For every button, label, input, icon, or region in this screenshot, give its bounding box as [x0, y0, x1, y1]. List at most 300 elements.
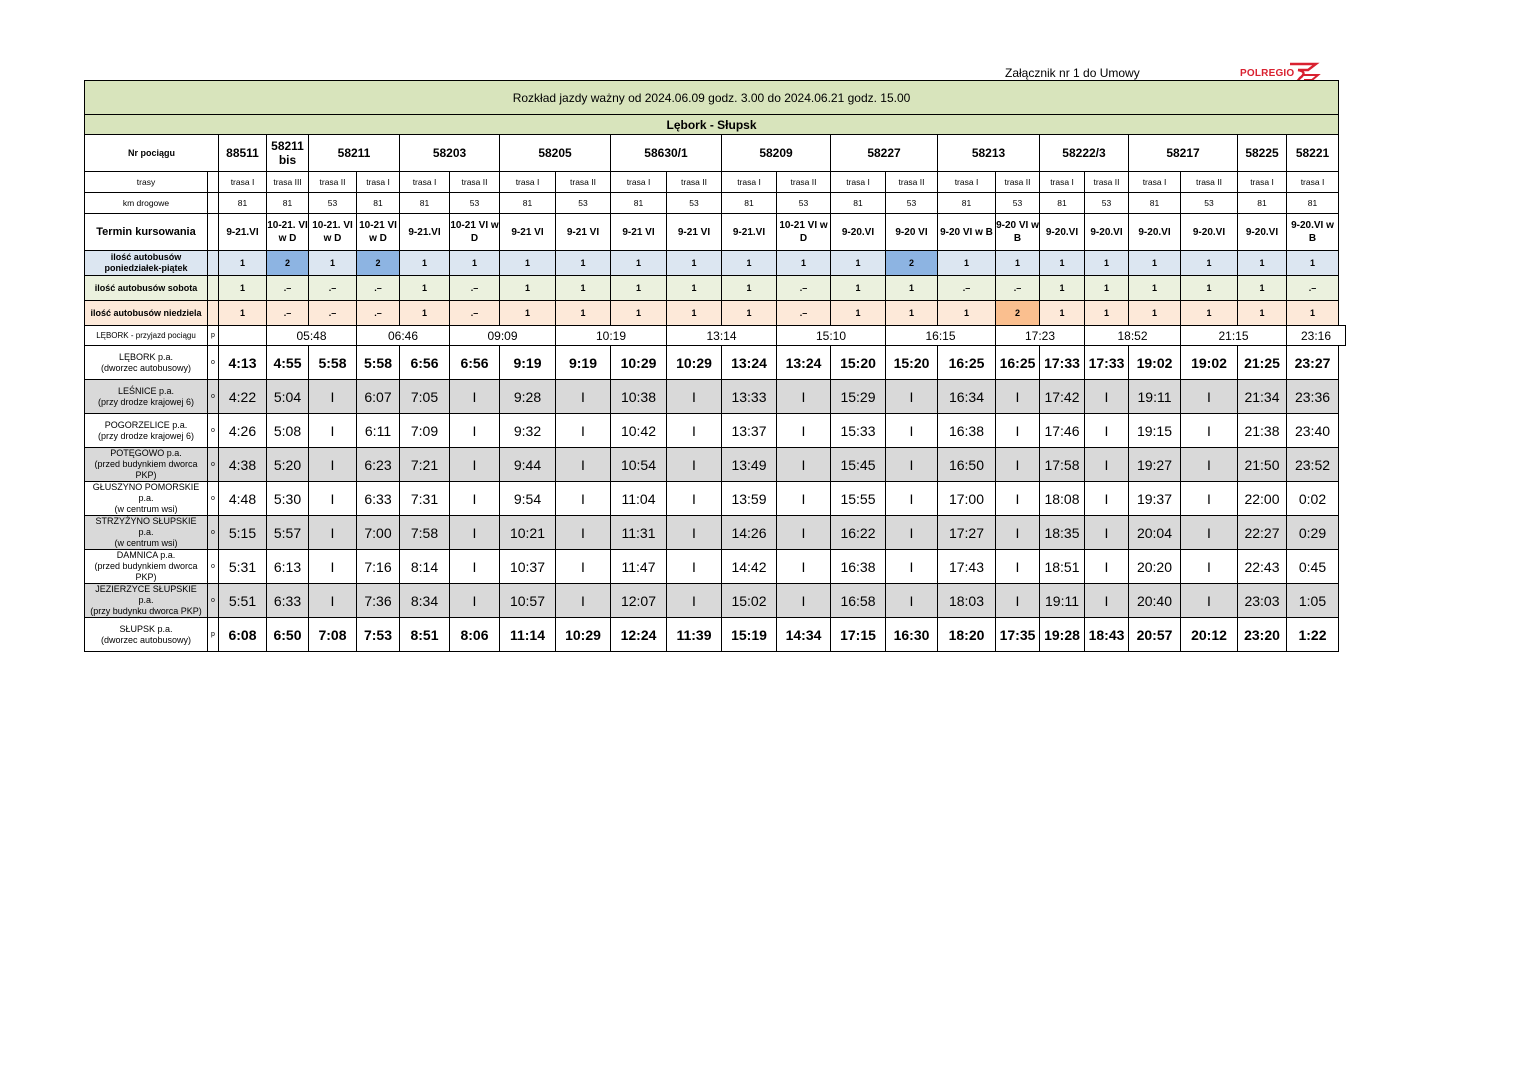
- service-term-cell: 9-20.VI: [1085, 214, 1129, 251]
- weekday-buses-cell: 1: [1287, 251, 1339, 276]
- spacer-cell: [208, 172, 219, 193]
- weekday-buses-cell: 1: [777, 251, 831, 276]
- saturday-buses-cell: 1: [1085, 276, 1129, 301]
- departure-time: 23:20: [1238, 618, 1287, 652]
- km-cell: 81: [1040, 193, 1085, 214]
- spacer-cell: [208, 193, 219, 214]
- saturday-buses-cell: 1: [886, 276, 938, 301]
- route-type-cell: trasa II: [450, 172, 500, 193]
- departure-time: I: [556, 584, 611, 618]
- departure-time: 21:38: [1238, 414, 1287, 448]
- departure-time: 17:58: [1040, 448, 1085, 482]
- km-cell: 81: [722, 193, 777, 214]
- stop-row: [85, 516, 1346, 550]
- departure-time: I: [309, 380, 357, 414]
- departure-time: I: [556, 550, 611, 584]
- departure-time: 13:33: [722, 380, 777, 414]
- km-cell: 53: [1085, 193, 1129, 214]
- saturday-buses-cell: .–: [309, 276, 357, 301]
- departure-time: 13:49: [722, 448, 777, 482]
- service-term-cell: 9-20.VI: [1129, 214, 1181, 251]
- annex-label: Załącznik nr 1 do Umowy: [1005, 66, 1140, 80]
- train-arrival-time: 21:15: [1181, 326, 1287, 346]
- empty-cell: [219, 326, 267, 346]
- departure-time: 20:12: [1181, 618, 1238, 652]
- spacer-cell: [208, 301, 219, 326]
- spacer-cell: [208, 276, 219, 301]
- departure-time: 7:53: [357, 618, 400, 652]
- departure-time: I: [667, 482, 722, 516]
- service-term-cell: 9-20.VI: [1238, 214, 1287, 251]
- route-row: [85, 115, 1346, 135]
- weekday-buses-cell: 2: [267, 251, 309, 276]
- sunday-buses-cell: .–: [450, 301, 500, 326]
- saturday-buses-cell: .–: [357, 276, 400, 301]
- departure-time: I: [996, 414, 1040, 448]
- route-type-cell: trasa I: [1287, 172, 1339, 193]
- departure-time: 5:15: [219, 516, 267, 550]
- service-term-cell: 9-21.VI: [400, 214, 450, 251]
- train-number: 58222/3: [1040, 135, 1129, 172]
- weekday-buses-cell: 1: [309, 251, 357, 276]
- departure-time: I: [309, 482, 357, 516]
- sunday-buses-cell: 1: [667, 301, 722, 326]
- arrival-mark: p: [208, 326, 219, 346]
- departure-time: 7:08: [309, 618, 357, 652]
- sunday-buses-cell: 1: [556, 301, 611, 326]
- departure-time: I: [450, 380, 500, 414]
- km-cell: 53: [1181, 193, 1238, 214]
- stop-name: LĘBORK p.a. (dworzec autobusowy): [85, 346, 208, 380]
- train-arrival-time: 18:52: [1085, 326, 1181, 346]
- timetable: [84, 80, 1346, 652]
- departure-time: I: [450, 482, 500, 516]
- route-type-row: [85, 172, 1346, 193]
- departure-time: 9:54: [500, 482, 556, 516]
- departure-time: I: [886, 516, 938, 550]
- train-arrival-time: 15:10: [777, 326, 886, 346]
- stop-name: JEZIERZYCE SŁUPSKIE p.a. (przy budynku dworca PKP): [85, 584, 208, 618]
- route-type-cell: trasa I: [831, 172, 886, 193]
- timetable-title: Rozkład jazdy ważny od 2024.06.09 godz. 3.00 do 2024.06.21 godz. 15.00: [85, 81, 1339, 115]
- route-type-cell: trasa II: [556, 172, 611, 193]
- departure-time: 19:11: [1040, 584, 1085, 618]
- departure-time: 5:31: [219, 550, 267, 584]
- departure-time: 15:02: [722, 584, 777, 618]
- stop-name: POGORZELICE p.a. (przy drodze krajowej 6): [85, 414, 208, 448]
- train-arrival-time: 13:14: [667, 326, 777, 346]
- train-arrival-time: 16:15: [886, 326, 996, 346]
- departure-time: I: [450, 448, 500, 482]
- weekday-buses-cell: 1: [556, 251, 611, 276]
- departure-time: I: [996, 380, 1040, 414]
- stop-name: STRZYŻYNO SŁUPSKIE p.a. (w centrum wsi): [85, 516, 208, 550]
- departure-time: I: [996, 516, 1040, 550]
- departure-time: 20:20: [1129, 550, 1181, 584]
- departure-time: 23:03: [1238, 584, 1287, 618]
- departure-time: 20:04: [1129, 516, 1181, 550]
- service-term-cell: 9-20.VI: [1040, 214, 1085, 251]
- departure-time: I: [309, 516, 357, 550]
- departure-time: I: [1085, 482, 1129, 516]
- km-cell: 53: [886, 193, 938, 214]
- departure-time: I: [667, 516, 722, 550]
- departure-time: 18:43: [1085, 618, 1129, 652]
- train-number: 58213: [938, 135, 1040, 172]
- train-arrival-time: 06:46: [357, 326, 450, 346]
- route-type-cell: trasa I: [722, 172, 777, 193]
- train-number-row: [85, 135, 1346, 172]
- saturday-buses-cell: 1: [722, 276, 777, 301]
- km-cell: 53: [309, 193, 357, 214]
- departure-time: 23:27: [1287, 346, 1339, 380]
- departure-time: 19:11: [1129, 380, 1181, 414]
- route-type-cell: trasa III: [267, 172, 309, 193]
- departure-time: 4:13: [219, 346, 267, 380]
- departure-time: 13:24: [722, 346, 777, 380]
- service-term-label: Termin kursowania: [85, 214, 208, 251]
- departure-time: 4:38: [219, 448, 267, 482]
- sunday-buses-cell: 1: [831, 301, 886, 326]
- weekday-buses-cell: 1: [1238, 251, 1287, 276]
- stop-mark: o: [208, 516, 219, 550]
- departure-time: 9:19: [556, 346, 611, 380]
- departure-time: 11:14: [500, 618, 556, 652]
- departure-time: 17:00: [938, 482, 996, 516]
- departure-time: 11:31: [611, 516, 667, 550]
- departure-time: 18:51: [1040, 550, 1085, 584]
- departure-time: 6:33: [267, 584, 309, 618]
- departure-time: I: [1085, 414, 1129, 448]
- saturday-buses-cell: 1: [556, 276, 611, 301]
- train-number: 58217: [1129, 135, 1238, 172]
- departure-time: 9:32: [500, 414, 556, 448]
- departure-time: I: [1085, 448, 1129, 482]
- departure-time: 20:40: [1129, 584, 1181, 618]
- km-cell: 81: [500, 193, 556, 214]
- departure-time: 19:15: [1129, 414, 1181, 448]
- departure-time: I: [1181, 550, 1238, 584]
- departure-time: 10:29: [556, 618, 611, 652]
- service-term-cell: 9-20 VI w B: [996, 214, 1040, 251]
- departure-time: 10:54: [611, 448, 667, 482]
- weekday-buses-cell: 1: [500, 251, 556, 276]
- departure-time: 17:43: [938, 550, 996, 584]
- departure-time: 0:29: [1287, 516, 1339, 550]
- departure-time: 16:22: [831, 516, 886, 550]
- departure-time: 17:42: [1040, 380, 1085, 414]
- saturday-buses-cell: 1: [1129, 276, 1181, 301]
- departure-time: 12:07: [611, 584, 667, 618]
- sunday-buses-cell: .–: [777, 301, 831, 326]
- saturday-buses-cell: .–: [267, 276, 309, 301]
- stop-row: [85, 346, 1346, 380]
- departure-time: 19:02: [1181, 346, 1238, 380]
- departure-time: 6:56: [400, 346, 450, 380]
- service-term-cell: 9-21.VI: [722, 214, 777, 251]
- route-type-cell: trasa I: [357, 172, 400, 193]
- saturday-buses-cell: 1: [667, 276, 722, 301]
- route-type-cell: trasa II: [667, 172, 722, 193]
- departure-time: 13:37: [722, 414, 777, 448]
- sunday-buses-label: ilość autobusów niedziela: [85, 301, 208, 326]
- departure-time: 7:16: [357, 550, 400, 584]
- departure-time: I: [450, 414, 500, 448]
- departure-time: 11:47: [611, 550, 667, 584]
- departure-time: 7:21: [400, 448, 450, 482]
- weekday-buses-cell: 1: [1040, 251, 1085, 276]
- stop-row: [85, 550, 1346, 584]
- departure-time: 10:37: [500, 550, 556, 584]
- stop-mark: o: [208, 380, 219, 414]
- departure-time: 22:00: [1238, 482, 1287, 516]
- train-arrival-time: 09:09: [450, 326, 556, 346]
- km-cell: 81: [1287, 193, 1339, 214]
- departure-time: 16:50: [938, 448, 996, 482]
- service-term-cell: 9-21 VI: [667, 214, 722, 251]
- sunday-buses-cell: 1: [1238, 301, 1287, 326]
- train-arrival-time: 05:48: [267, 326, 357, 346]
- km-cell: 81: [357, 193, 400, 214]
- weekday-buses-cell: 2: [886, 251, 938, 276]
- departure-time: I: [1181, 516, 1238, 550]
- departure-time: 9:28: [500, 380, 556, 414]
- departure-time: 18:35: [1040, 516, 1085, 550]
- departure-time: I: [777, 414, 831, 448]
- saturday-buses-cell: 1: [1238, 276, 1287, 301]
- service-term-cell: 9-21 VI: [500, 214, 556, 251]
- km-cell: 53: [996, 193, 1040, 214]
- train-number: 58211 bis: [267, 135, 309, 172]
- sunday-buses-cell: 1: [722, 301, 777, 326]
- departure-time: 5:20: [267, 448, 309, 482]
- sunday-buses-cell: 1: [1181, 301, 1238, 326]
- departure-time: 8:14: [400, 550, 450, 584]
- departure-time: 23:36: [1287, 380, 1339, 414]
- departure-time: 5:30: [267, 482, 309, 516]
- departure-time: 11:39: [667, 618, 722, 652]
- train-arrival-time: 10:19: [556, 326, 667, 346]
- departure-time: I: [667, 448, 722, 482]
- departure-time: 16:25: [938, 346, 996, 380]
- departure-time: 6:08: [219, 618, 267, 652]
- service-term-cell: 9-20 VI w B: [938, 214, 996, 251]
- departure-time: 10:42: [611, 414, 667, 448]
- route-type-cell: trasa I: [400, 172, 450, 193]
- departure-time: I: [996, 482, 1040, 516]
- departure-time: 9:19: [500, 346, 556, 380]
- km-cell: 53: [667, 193, 722, 214]
- departure-time: 11:04: [611, 482, 667, 516]
- weekday-buses-cell: 1: [1085, 251, 1129, 276]
- route-type-cell: trasa I: [219, 172, 267, 193]
- service-term-row: [85, 214, 1346, 251]
- train-number: 88511: [219, 135, 267, 172]
- departure-time: I: [1181, 448, 1238, 482]
- sunday-buses-cell: 1: [611, 301, 667, 326]
- km-cell: 81: [1238, 193, 1287, 214]
- departure-time: 4:22: [219, 380, 267, 414]
- train-number: 58203: [400, 135, 500, 172]
- departure-time: 7:36: [357, 584, 400, 618]
- departure-time: 20:57: [1129, 618, 1181, 652]
- stop-mark: o: [208, 584, 219, 618]
- sunday-buses-cell: 1: [400, 301, 450, 326]
- departure-time: 16:58: [831, 584, 886, 618]
- stop-row: [85, 414, 1346, 448]
- weekday-buses-cell: 1: [996, 251, 1040, 276]
- departure-time: 7:31: [400, 482, 450, 516]
- departure-time: I: [309, 550, 357, 584]
- saturday-buses-cell: 1: [1181, 276, 1238, 301]
- route-type-cell: trasa I: [1238, 172, 1287, 193]
- sunday-buses-cell: 2: [996, 301, 1040, 326]
- departure-time: 10:38: [611, 380, 667, 414]
- logo-text: POLREGIO: [1240, 68, 1295, 79]
- departure-time: 10:29: [611, 346, 667, 380]
- departure-time: I: [1181, 584, 1238, 618]
- departure-time: 16:25: [996, 346, 1040, 380]
- departure-time: I: [667, 550, 722, 584]
- sunday-buses-cell: 1: [1287, 301, 1339, 326]
- departure-time: 6:11: [357, 414, 400, 448]
- saturday-buses-cell: 1: [219, 276, 267, 301]
- train-number: 58225: [1238, 135, 1287, 172]
- km-cell: 53: [450, 193, 500, 214]
- departure-time: I: [556, 448, 611, 482]
- departure-time: I: [1085, 380, 1129, 414]
- departure-time: I: [667, 380, 722, 414]
- departure-time: 1:05: [1287, 584, 1339, 618]
- departure-time: I: [450, 550, 500, 584]
- departure-time: 17:46: [1040, 414, 1085, 448]
- departure-time: 5:58: [309, 346, 357, 380]
- departure-time: 23:40: [1287, 414, 1339, 448]
- stop-mark: o: [208, 550, 219, 584]
- departure-time: 6:13: [267, 550, 309, 584]
- departure-time: 6:50: [267, 618, 309, 652]
- weekday-buses-cell: 1: [400, 251, 450, 276]
- saturday-buses-cell: .–: [777, 276, 831, 301]
- weekday-buses-cell: 1: [450, 251, 500, 276]
- departure-time: 17:35: [996, 618, 1040, 652]
- departure-time: 19:28: [1040, 618, 1085, 652]
- departure-time: 7:05: [400, 380, 450, 414]
- km-cell: 81: [831, 193, 886, 214]
- departure-time: I: [777, 380, 831, 414]
- route-type-cell: trasa I: [938, 172, 996, 193]
- route-type-cell: trasa II: [1181, 172, 1238, 193]
- departure-time: 21:50: [1238, 448, 1287, 482]
- departure-time: I: [556, 414, 611, 448]
- stop-row: [85, 380, 1346, 414]
- train-arrival-time: 23:16: [1287, 326, 1346, 346]
- km-cell: 53: [556, 193, 611, 214]
- departure-time: 15:19: [722, 618, 777, 652]
- departure-time: 15:55: [831, 482, 886, 516]
- service-term-cell: 10-21. VI w D: [309, 214, 357, 251]
- service-term-cell: 9-20 VI: [886, 214, 938, 251]
- stop-mark: o: [208, 482, 219, 516]
- departure-time: I: [777, 516, 831, 550]
- departure-time: 18:08: [1040, 482, 1085, 516]
- departure-time: 16:30: [886, 618, 938, 652]
- service-term-cell: 9-20.VI w B: [1287, 214, 1339, 251]
- departure-time: I: [450, 516, 500, 550]
- weekday-buses-row: [85, 251, 1346, 276]
- departure-time: 9:44: [500, 448, 556, 482]
- departure-time: 0:45: [1287, 550, 1339, 584]
- stop-mark: o: [208, 414, 219, 448]
- saturday-buses-cell: .–: [450, 276, 500, 301]
- departure-time: I: [556, 516, 611, 550]
- saturday-buses-row: [85, 276, 1346, 301]
- departure-time: I: [996, 584, 1040, 618]
- stop-mark: o: [208, 346, 219, 380]
- service-term-cell: 9-21 VI: [611, 214, 667, 251]
- departure-time: 4:26: [219, 414, 267, 448]
- service-term-cell: 10-21 VI w D: [777, 214, 831, 251]
- km-cell: 81: [938, 193, 996, 214]
- saturday-buses-cell: 1: [831, 276, 886, 301]
- service-term-cell: 9-20.VI: [1181, 214, 1238, 251]
- route-type-cell: trasa I: [1040, 172, 1085, 193]
- stop-name: LEŚNICE p.a. (przy drodze krajowej 6): [85, 380, 208, 414]
- service-term-cell: 10-21 VI w D: [357, 214, 400, 251]
- departure-time: I: [777, 482, 831, 516]
- departure-time: 5:08: [267, 414, 309, 448]
- departure-time: I: [886, 482, 938, 516]
- train-number: 58205: [500, 135, 611, 172]
- km-cell: 81: [1129, 193, 1181, 214]
- departure-time: 6:56: [450, 346, 500, 380]
- service-term-cell: 9-21.VI: [219, 214, 267, 251]
- sunday-buses-cell: 1: [1085, 301, 1129, 326]
- departure-time: I: [886, 448, 938, 482]
- route-type-cell: trasa II: [996, 172, 1040, 193]
- weekday-buses-cell: 1: [1181, 251, 1238, 276]
- departure-time: 17:27: [938, 516, 996, 550]
- departure-time: 23:52: [1287, 448, 1339, 482]
- departure-time: 14:26: [722, 516, 777, 550]
- departure-time: 10:21: [500, 516, 556, 550]
- service-term-cell: 9-21 VI: [556, 214, 611, 251]
- route-type-cell: trasa II: [886, 172, 938, 193]
- sunday-buses-cell: 1: [1129, 301, 1181, 326]
- departure-time: I: [1085, 516, 1129, 550]
- departure-time: 15:29: [831, 380, 886, 414]
- departure-time: 5:04: [267, 380, 309, 414]
- departure-time: 19:27: [1129, 448, 1181, 482]
- title-row: [85, 81, 1346, 115]
- sunday-buses-row: [85, 301, 1346, 326]
- departure-time: I: [996, 448, 1040, 482]
- stop-row: [85, 584, 1346, 618]
- stop-name: SŁUPSK p.a. (dworzec autobusowy): [85, 618, 208, 652]
- departure-time: 17:33: [1040, 346, 1085, 380]
- weekday-buses-cell: 1: [611, 251, 667, 276]
- departure-time: I: [886, 584, 938, 618]
- departure-time: I: [1181, 482, 1238, 516]
- departure-time: 7:09: [400, 414, 450, 448]
- sunday-buses-cell: 1: [219, 301, 267, 326]
- stop-name: POTĘGOWO p.a. (przed budynkiem dworca PKP): [85, 448, 208, 482]
- train-number-label: Nr pociągu: [85, 135, 219, 172]
- departure-time: 21:25: [1238, 346, 1287, 380]
- departure-time: 6:33: [357, 482, 400, 516]
- departure-time: 5:58: [357, 346, 400, 380]
- departure-time: I: [667, 584, 722, 618]
